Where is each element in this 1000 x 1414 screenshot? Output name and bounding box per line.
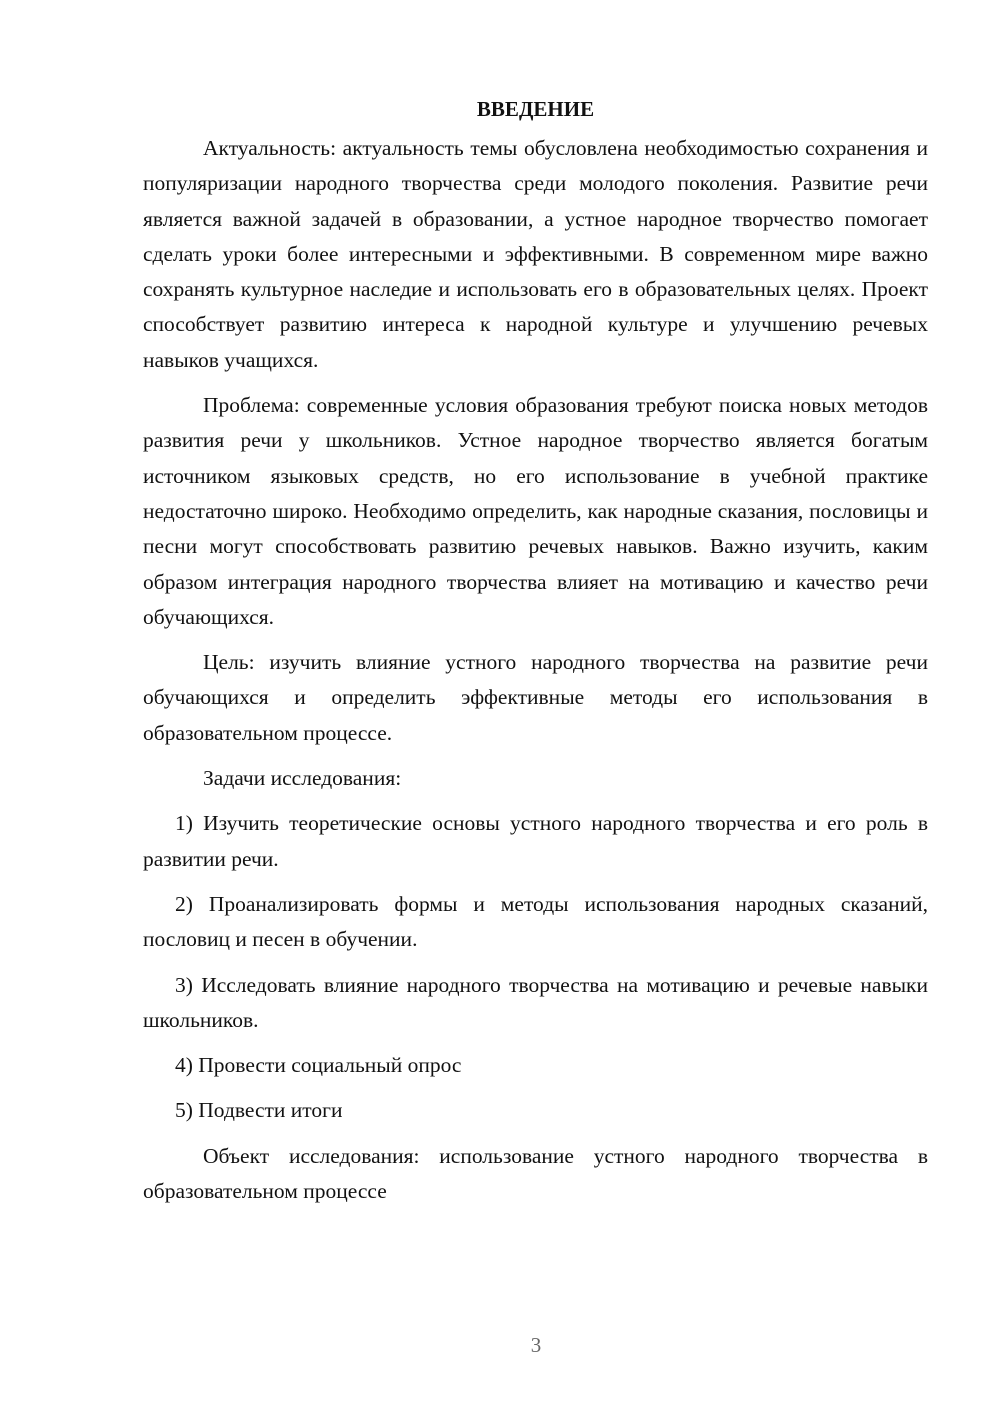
goal-paragraph: Цель: изучить влияние устного народного творчества на развитие речи обучающихся и определить эффективные методы его использования в образовательном процессе. [143,650,928,745]
tasks-heading: Задачи исследования: [203,766,402,791]
relevance-paragraph: Актуальность: актуальность темы обусловлена необходимостью сохранения и популяризации народного творчества среди молодого поколения. Развитие речи является важной задачей в образовании, а устное народное творчество помогает сделать уроки более интересными и эффективными. В современном мире важно сохранять культурное наследие и использовать его в образовательных целях. Проект способствует развитию интереса к народной культуре и улучшению речевых навыков учащихся. [143,136,928,372]
object-paragraph: Объект исследования: использование устного народного творчества в образовательном процессе [143,1143,928,1204]
problem-paragraph: Проблема: современные условия образования требуют поиска новых методов развития речи у школьников. Устное народное творчество является богатым источником языковых средств, но его использование в учебной практике недостаточно широко. Необходимо определить, как народные сказания, пословицы и песни могут способствовать развитию речевых навыков. Важно изучить, каким образом интеграция народного творчества влияет на мотивацию и качество речи обучающихся. [143,393,928,629]
page-number: 3 [530,1333,542,1357]
task-item: 3) Исследовать влияние народного творчества на мотивацию и речевые навыки школьников. [143,972,928,1032]
task-item: 2) Проанализировать формы и методы использования народных сказаний, пословиц и песен в обучении. [143,891,928,952]
section-heading: ВВЕДЕНИЕ [476,97,595,121]
task-item: 4) Провести социальный опрос [175,1053,462,1078]
document-page [143,92,928,1219]
task-item: 1) Изучить теоретические основы устного народного творчества и его роль в развитии речи. [143,811,928,871]
task-item: 5) Подвести итоги [175,1098,343,1123]
